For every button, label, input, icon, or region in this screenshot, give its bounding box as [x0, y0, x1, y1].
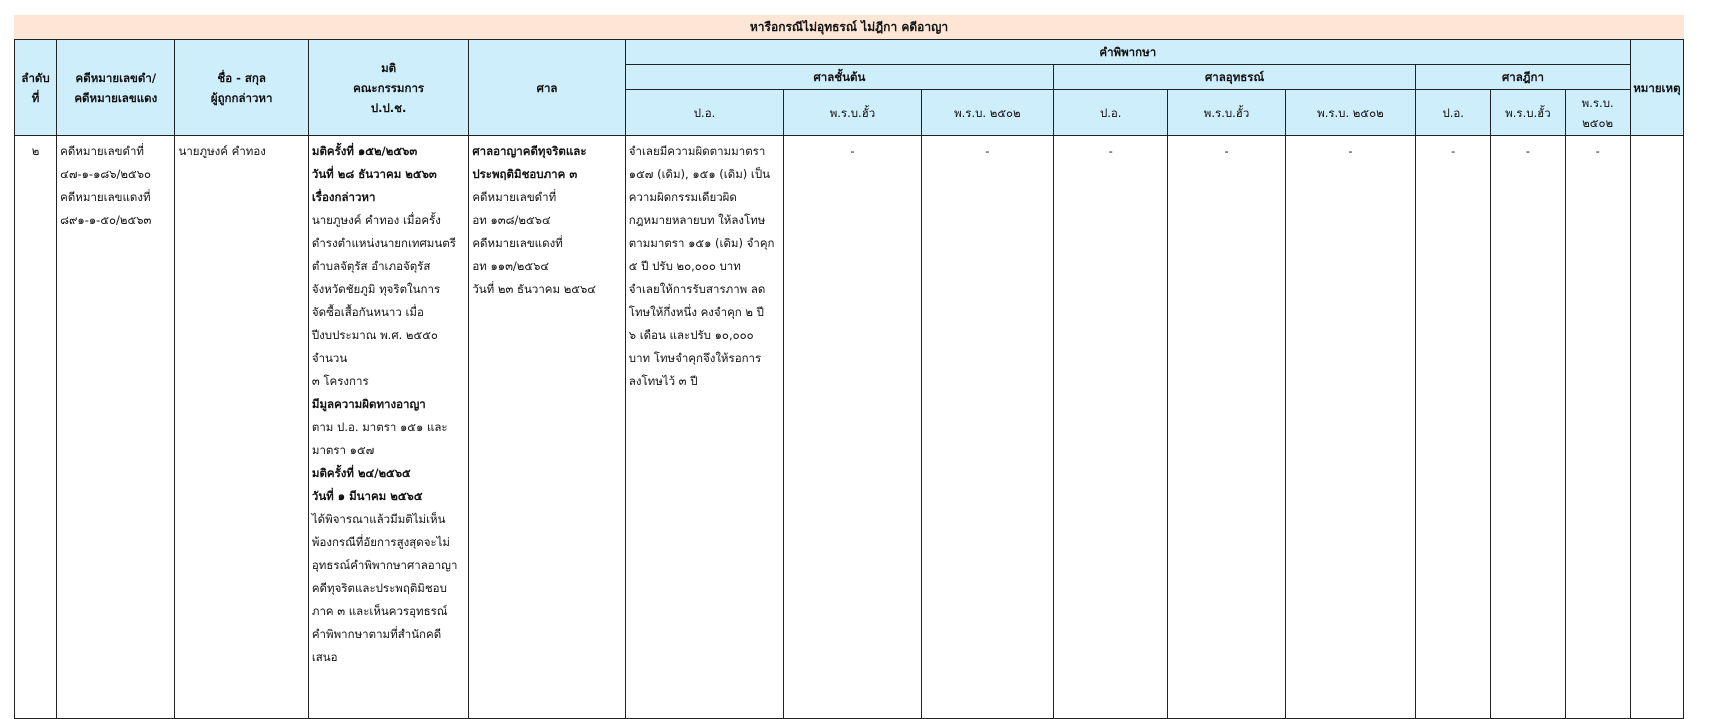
resolution-line: อุทธรณ์คำพิพากษาศาลอาญา [311, 558, 458, 572]
resolution-line: มาตรา ๑๕๗ [311, 443, 375, 457]
cell-supreme-2502: - [1565, 136, 1630, 719]
judgment-line: กฎหมายหลายบท ให้ลงโทษ [628, 213, 766, 227]
cell-remarks [1630, 136, 1683, 719]
cases-table [14, 39, 1684, 719]
cell-first-2502: - [921, 136, 1053, 719]
resolution-line: มีมูลความผิดทางอาญา [311, 397, 426, 411]
resolution-line: มติครั้งที่ ๑๕๒/๒๕๖๓ [311, 144, 418, 158]
header-first-court: ศาลชั้นต้น [625, 65, 1053, 90]
judgment-line: จำเลยมีความผิดตามมาตรา [628, 144, 766, 158]
header-accused: ชื่อ - สกุล ผู้ถูกกล่าวหา [175, 40, 308, 136]
judgment-line: ลงโทษไว้ ๓ ปี [628, 374, 698, 388]
resolution-line: คดีทุจริตและประพฤติมิชอบ [311, 581, 447, 595]
header-judgment: คำพิพากษา [625, 40, 1630, 65]
sheet-title: หารือกรณีไม่อุทธรณ์ ไม่ฎีกา คดีอาญา [14, 15, 1684, 39]
resolution-line: ตำบลจัตุรัส อำเภอจัตุรัส [311, 259, 431, 273]
resolution-line: จัดซื้อเสื้อกันหนาว เมื่อ [311, 305, 424, 319]
court-line: คดีหมายเลขแดงที่ [472, 236, 563, 250]
resolution-line: วันที่ ๑ มีนาคม ๒๕๖๕ [311, 489, 423, 503]
header-supreme-2502: พ.ร.บ. ๒๕๐๒ [1565, 90, 1630, 136]
header-first-penal: ป.อ. [625, 90, 783, 136]
judgment-line: ๖ เดือน และปรับ ๑๐,๐๐๐ [628, 328, 754, 342]
cell-supreme-penal: - [1416, 136, 1491, 719]
cell-resolution [308, 136, 468, 719]
cell-appeal-penal: - [1054, 136, 1168, 719]
cell-case-no: คดีหมายเลขดำที่ ๔๗-๑-๑๘๖/๒๕๖๐ คดีหมายเลขแดงที่ ๘๙๑-๑-๕๐/๒๕๖๓ [57, 136, 175, 719]
court-line: ประพฤติมิชอบภาค ๓ [472, 167, 578, 181]
resolution-line: มติครั้งที่ ๒๔/๒๕๖๕ [311, 466, 411, 480]
resolution-line: คำพิพากษาตามที่สำนักคดี [311, 627, 442, 641]
resolution-line: วันที่ ๒๘ ธันวาคม ๒๕๖๓ [311, 167, 437, 181]
court-line: ศาลอาญาคดีทุจริตและ [472, 144, 587, 158]
cell-first-act: - [784, 136, 921, 719]
cell-supreme-act: - [1491, 136, 1565, 719]
resolution-line: ตาม ป.อ. มาตรา ๑๕๑ และ [311, 420, 448, 434]
judgment-line: ๕ ปี ปรับ ๒๐,๐๐๐ บาท [628, 259, 741, 273]
header-appeal-penal: ป.อ. [1054, 90, 1168, 136]
resolution-line: จำนวน [311, 351, 348, 365]
resolution-line: เรื่องกล่าวหา [311, 190, 376, 204]
table-row [15, 136, 1684, 719]
resolution-line: นายภูษงค์ คำทอง เมื่อครั้ง [311, 213, 441, 227]
judgment-line: ตามมาตรา ๑๕๑ (เดิม) จำคุก [628, 236, 775, 250]
court-line: อท ๑๓๘/๒๕๖๔ [472, 213, 551, 227]
header-appeal-act: พ.ร.บ.ฮั้ว [1168, 90, 1285, 136]
cell-appeal-act: - [1168, 136, 1285, 719]
court-line: คดีหมายเลขดำที่ [472, 190, 557, 204]
header-supreme-penal: ป.อ. [1416, 90, 1491, 136]
header-remarks: หมายเหตุ [1630, 40, 1683, 136]
header-supreme-court: ศาลฎีกา [1416, 65, 1631, 90]
judgment-line: โทษให้กึ่งหนึ่ง คงจำคุก ๒ ปี [628, 305, 764, 319]
header-no: ลำดับ ที่ [15, 40, 57, 136]
judgment-line: บาท โทษจำคุกจึงให้รอการ [628, 351, 762, 365]
court-line: วันที่ ๒๓ ธันวาคม ๒๕๖๔ [472, 282, 596, 296]
header-court: ศาล [469, 40, 625, 136]
judgment-line: ความผิดกรรมเดียวผิด [628, 190, 737, 204]
resolution-line: ภาค ๓ และเห็นควรอุทธรณ์ [311, 604, 448, 618]
cell-no: ๒ [15, 136, 57, 719]
resolution-line: ปีงบประมาณ พ.ศ. ๒๕๕๐ [311, 328, 438, 342]
resolution-line: พ้องกรณีที่อัยการสูงสุดจะไม่ [311, 535, 450, 549]
header-supreme-act: พ.ร.บ.ฮั้ว [1491, 90, 1565, 136]
header-appeal-court: ศาลอุทธรณ์ [1054, 65, 1416, 90]
judgment-line: ๑๕๗ (เดิม), ๑๕๑ (เดิม) เป็น [628, 167, 771, 181]
judgment-line: จำเลยให้การรับสารภาพ ลด [628, 282, 766, 296]
header-case-no: คดีหมายเลขดำ/ คดีหมายเลขแดง [57, 40, 175, 136]
cell-appeal-2502: - [1285, 136, 1415, 719]
resolution-line: ๓ โครงการ [311, 374, 369, 388]
resolution-line: จังหวัดชัยภูมิ ทุจริตในการ [311, 282, 441, 296]
cell-first-penal [625, 136, 783, 719]
page [14, 15, 1684, 719]
resolution-line: ได้พิจารณาแล้วมีมติไม่เห็น [311, 512, 446, 526]
cell-court [469, 136, 625, 719]
resolution-line: เสนอ [311, 650, 338, 664]
header-resolution: มติ คณะกรรมการ ป.ป.ช. [308, 40, 468, 136]
resolution-line: ดำรงตำแหน่งนายกเทศมนตรี [311, 236, 456, 250]
header-appeal-2502: พ.ร.บ. ๒๕๐๒ [1285, 90, 1415, 136]
header-first-act: พ.ร.บ.ฮั้ว [784, 90, 921, 136]
court-line: อท ๑๑๓/๒๕๖๔ [472, 259, 550, 273]
cell-accused: นายภูษงค์ คำทอง [175, 136, 308, 719]
header-first-2502: พ.ร.บ. ๒๕๐๒ [921, 90, 1053, 136]
